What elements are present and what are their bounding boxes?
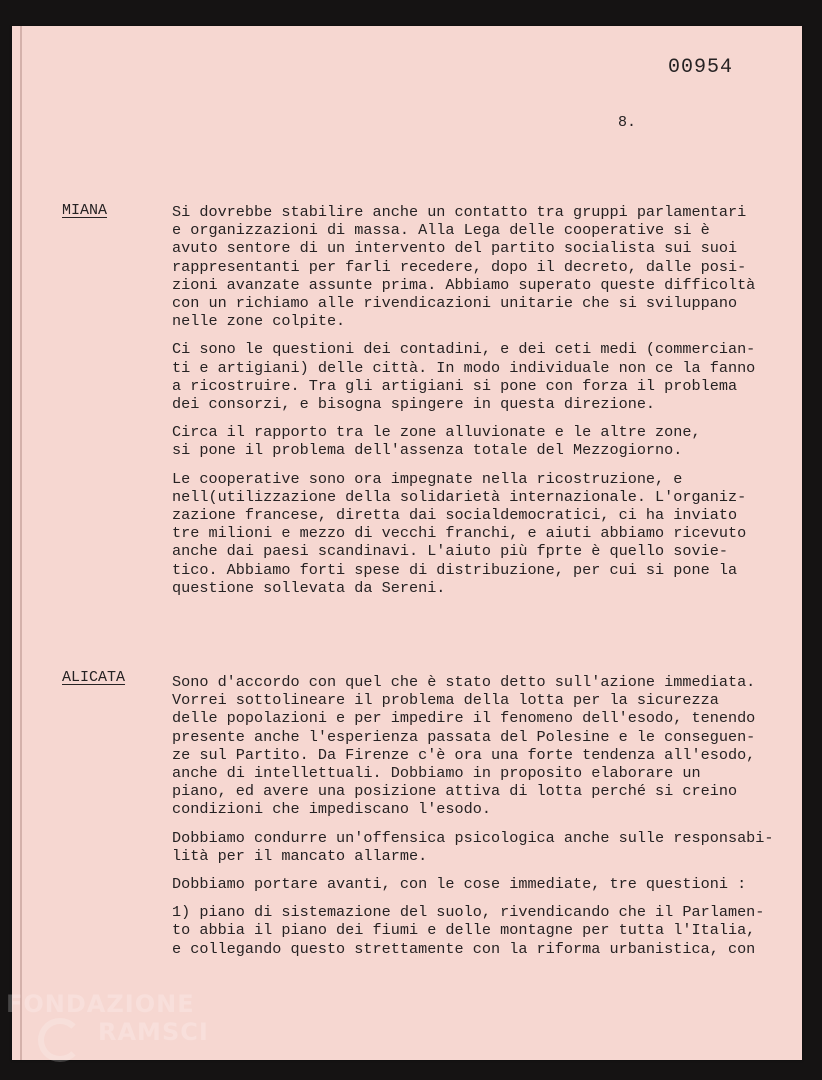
watermark-line2: RAMSCI — [98, 1018, 209, 1046]
paragraph: Sono d'accordo con quel che è stato detto sull'azione immediata. Vorrei sottolineare il problema della lotta per la sicurezza delle popolazioni e per impedire il fenomeno dell'esodo, tenendo presente anche l'esperienza passata del Polesine e le conseguen- ze sul Partito. Da Firenze c'è ora una forte tendenza all'esodo, anche di intellettuali. Dobbiamo in proposito elaborare un piano, ed avere una posizione attiva di lotta perché si creino condizioni che impediscano l'esodo. — [172, 673, 756, 819]
document-number: 00954 — [668, 56, 734, 79]
paragraph: Circa il rapporto tra le zone alluvionate e le altre zone, si pone il problema dell'assenza totale del Mezzogiorno. — [172, 423, 701, 460]
paragraph: Le cooperative sono ora impegnate nella ricostruzione, e nell(utilizzazione della solidarietà internazionale. L'organiz- zazione francese, diretta dai socialdemocratici, ci ha inviato tre milioni e mezzo di vecchi franchi, e aiuti abbiamo ricevuto anche dai paesi scandinavi. L'aiuto più fprte è quello sovie- tico. Abbiamo forti spese di distribuzione, per cui si pone la questione sollevata da Sereni. — [172, 469, 747, 597]
paragraph: Dobbiamo portare avanti, con le cose immediate, tre questioni : — [172, 875, 747, 894]
watermark-line1: FONDAZIONE — [6, 990, 195, 1018]
paragraph: Dobbiamo condurre un'offensica psicologica anche sulle responsabi- lità per il mancato allarme. — [172, 828, 774, 865]
speech-alicata — [172, 673, 797, 968]
speaker-label-alicata: ALICATA — [62, 669, 126, 686]
speech-miana — [172, 203, 797, 607]
document-page — [12, 26, 802, 1060]
paragraph: 1) piano di sistemazione del suolo, rivendicando che il Parlamen- to abbia il piano dei fiumi e delle montagne per tutta l'Italia, e collegando questo strettamente con la riforma urbanistica, con — [172, 903, 765, 958]
watermark-logo — [6, 990, 209, 1046]
binding-edge — [20, 26, 22, 1060]
paragraph: Ci sono le questioni dei contadini, e dei ceti medi (commercian- ti e artigiani) delle città. In modo individuale non ce la fanno a ricostruire. Tra gli artigiani si pone con forza il problema dei consorzi, e bisogna spingere in questa direzione. — [172, 340, 756, 414]
g-letter-icon — [38, 1018, 82, 1062]
paragraph: Si dovrebbe stabilire anche un contatto tra gruppi parlamentari e organizzazioni di massa. Alla Lega delle cooperative si è avuto sentore di un intervento del partito socialista sui suoi rappresentanti per farli recedere, dopo il decreto, dalle posi- zioni avanzate assunte prima. Abbiamo superato queste difficoltà con un richiamo alle rivendicazioni unitarie che si sviluppano nelle zone colpite. — [172, 203, 756, 331]
page-number: 8. — [618, 114, 637, 131]
speaker-label-miana: MIANA — [62, 202, 108, 219]
